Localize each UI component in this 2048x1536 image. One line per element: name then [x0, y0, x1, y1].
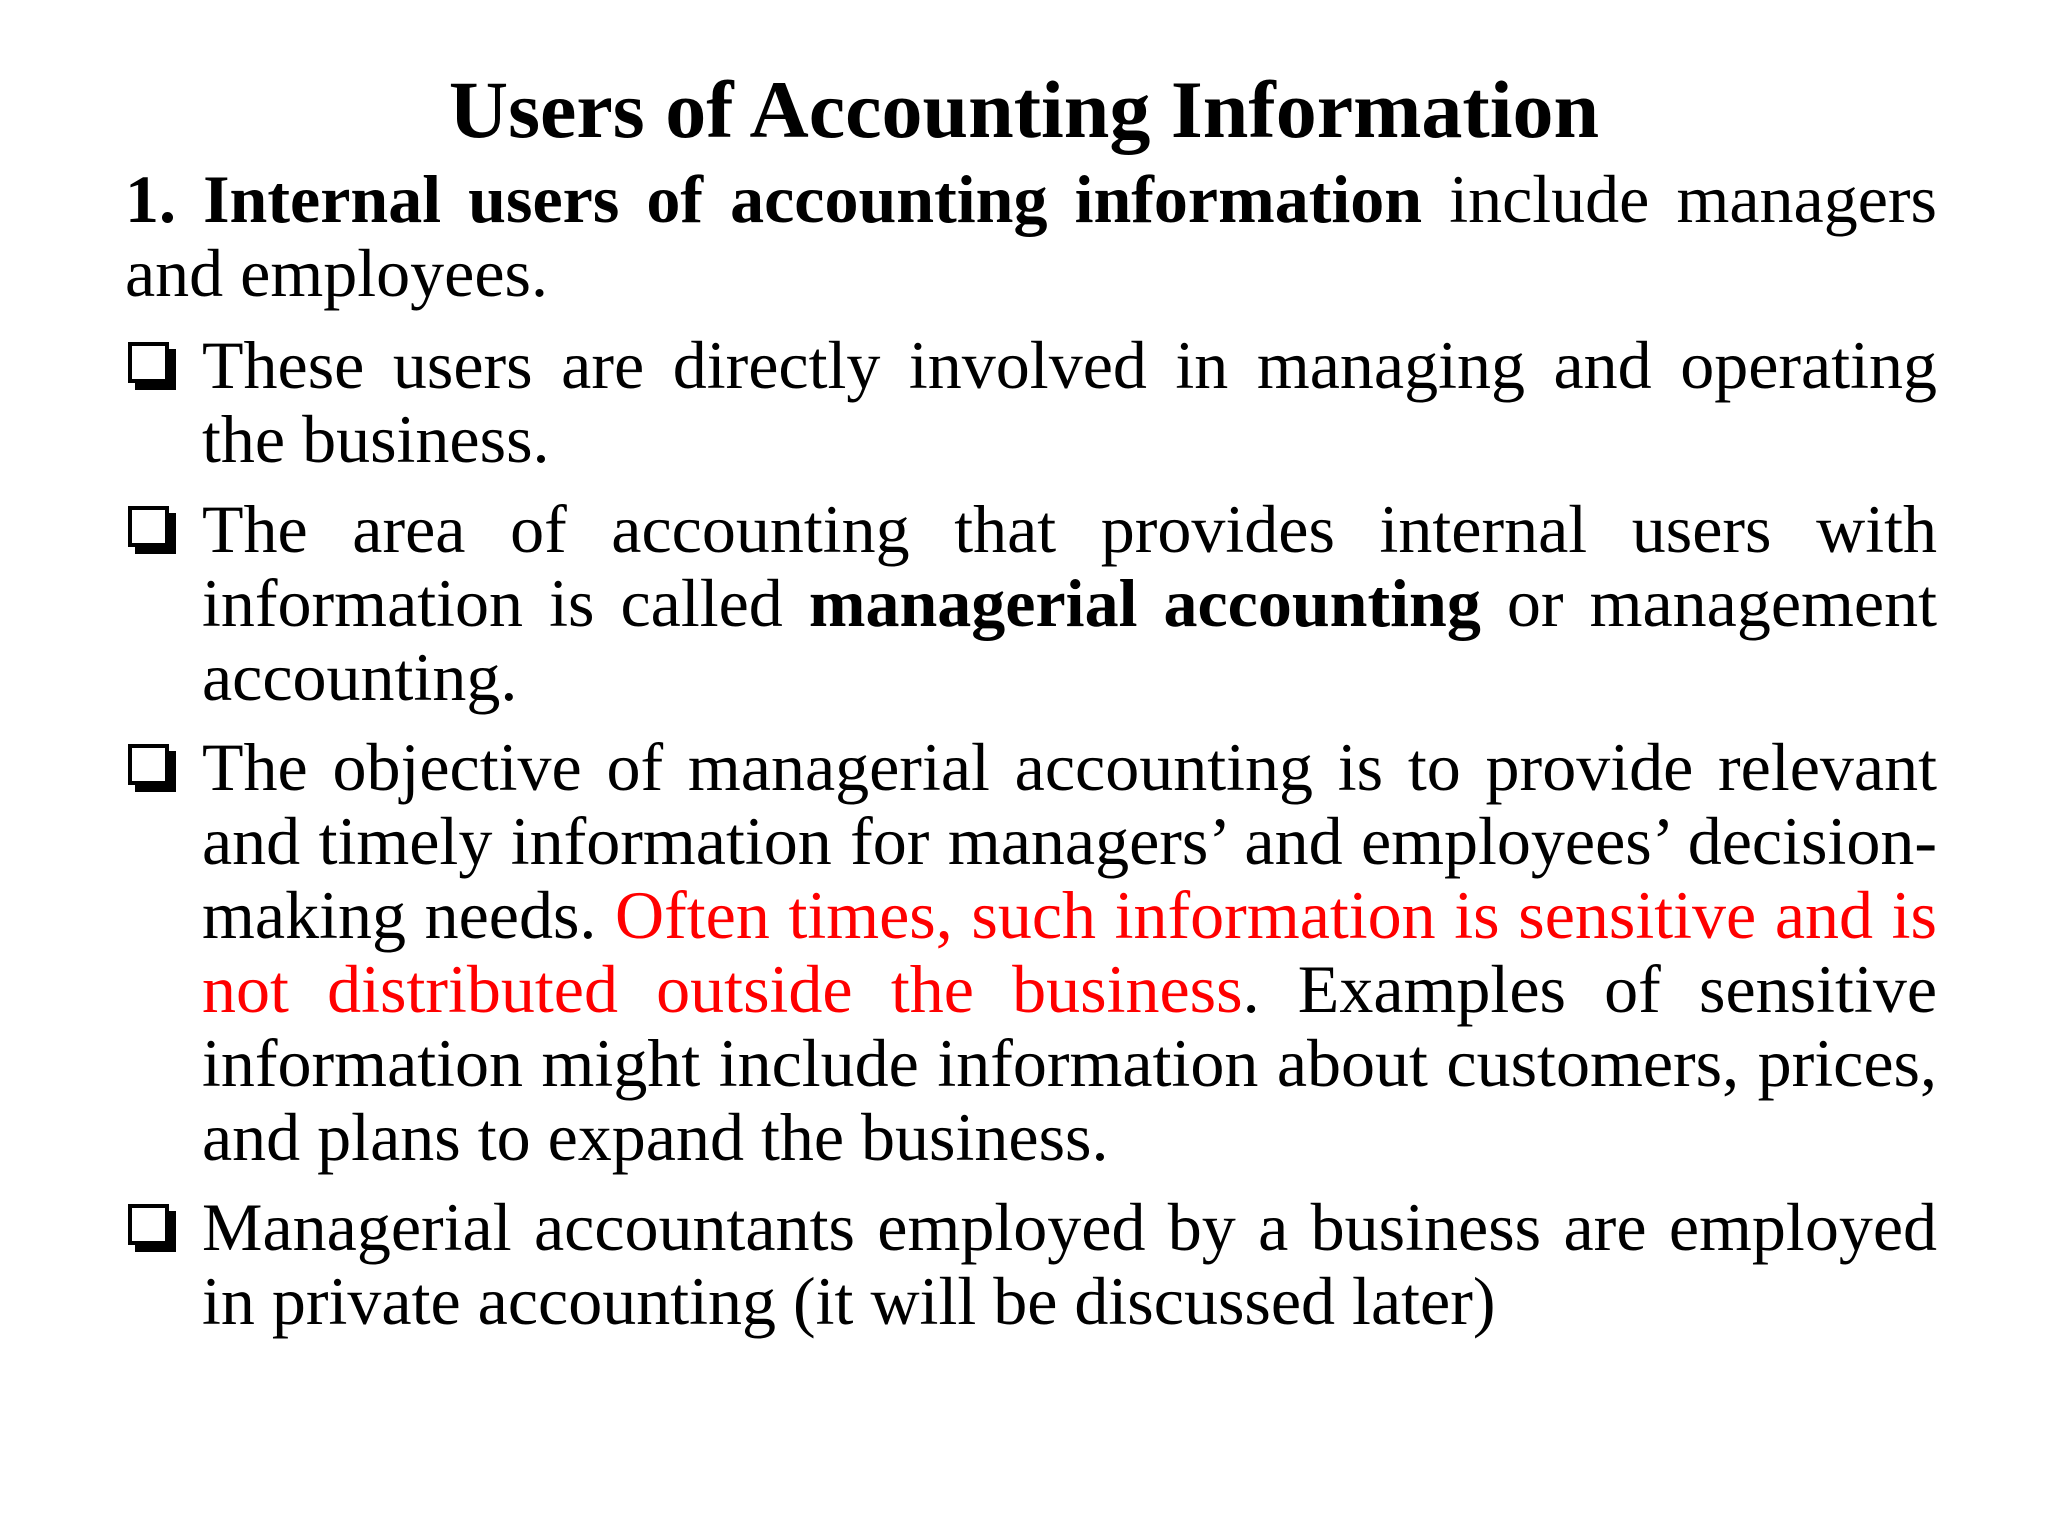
bullet-text: The objective of managerial accounting is to provide relevant and timely information for managers’ and employees’ decision-making needs. [202, 729, 1937, 953]
checkbox-bullet-icon [128, 342, 169, 383]
intro-heading: 1. Internal users of accounting information [125, 161, 1423, 237]
bullet-item-4 [125, 1190, 1937, 1338]
bullet-red-highlight: Often times, such information is sensitive and is not distributed outside the business [202, 877, 1937, 1027]
bullet-item-3 [125, 730, 1937, 1174]
checkbox-bullet-icon [128, 1204, 169, 1245]
bullet-item-1 [125, 328, 1937, 476]
bullet-text: or management accounting. [202, 565, 1937, 715]
checkbox-bullet-icon [128, 744, 169, 785]
slide-content [125, 162, 1937, 1354]
bullet-text: These users are directly involved in managing and operating the business. [202, 327, 1937, 477]
intro-paragraph [125, 162, 1937, 310]
bullet-text: . Examples of sensitive information might include information about customers, prices, and plans to expand the business. [202, 951, 1938, 1175]
bullet-text: The area of accounting that provides internal users with information is called [202, 491, 1937, 641]
intro-text: include managers and employees. [125, 161, 1937, 311]
slide-title: Users of Accounting Information [448, 64, 1600, 155]
bullet-text: Managerial accountants employed by a business are employed in private accounting (it will be discussed later) [202, 1189, 1937, 1339]
checkbox-bullet-icon [128, 506, 169, 547]
bullet-item-2 [125, 492, 1937, 714]
bullet-bold-term: managerial accounting [808, 565, 1481, 641]
